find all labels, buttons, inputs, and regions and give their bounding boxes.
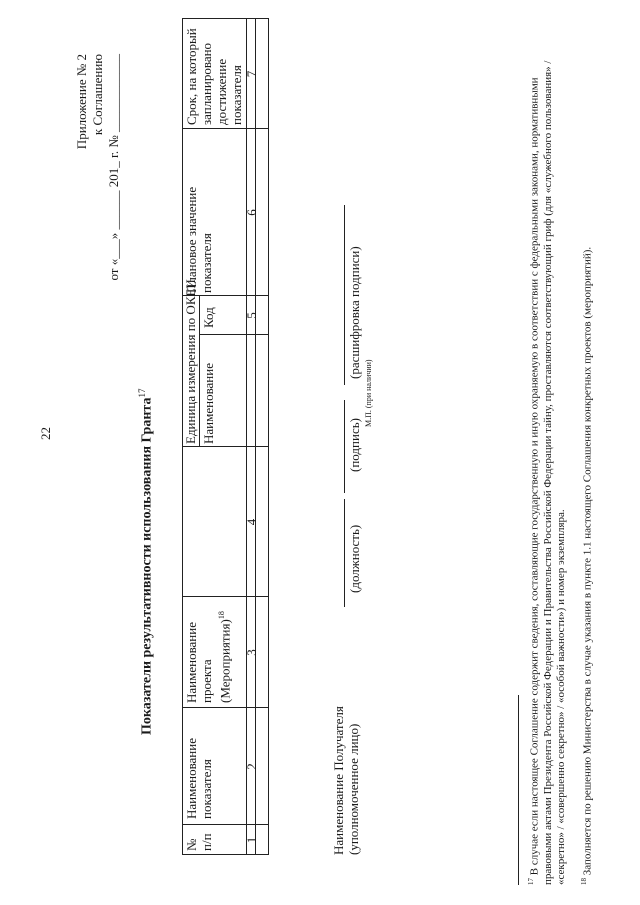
header-project	[184, 611, 232, 703]
footnote-separator	[518, 695, 519, 885]
header-deadline-l1: Срок, на который	[184, 28, 199, 125]
stamp-caption: М.П. (при наличии)	[364, 359, 373, 427]
decode-caption: (расшифровка подписи)	[347, 246, 362, 379]
footnote-17-text: В случае если настоящее Соглашение содержит сведения, составляющие государственную и иную охраняемую в соответствии с федеральными законами, нормативными правовыми актами Президента Российской Федерации и Правительства Российской Федерации тайну, проставляются соответствующий гриф (для «служебного пользования» / «секретно» / «совершенно секретно» / «особой важности») и номер экземпляра.	[528, 60, 567, 885]
header-deadline-l4: показателя	[229, 65, 244, 125]
header-okei-group: Единица измерения по ОКЕИ	[183, 279, 198, 444]
header-indicator-l2: показателя	[199, 759, 214, 819]
appendix-line-3: от «___» ______ 201_ г. № ____________	[106, 54, 121, 281]
col-number-5: 5	[244, 312, 259, 319]
footnote-18	[578, 25, 595, 885]
col-number-1: 1	[244, 836, 259, 844]
header-deadline-l3: достижение	[214, 58, 229, 125]
signature-caption: (подпись)	[347, 418, 362, 472]
header-plan-value-l1: Плановое значение	[184, 186, 199, 293]
recipient-label	[331, 706, 361, 855]
appendix-header	[74, 54, 122, 281]
header-project-note: 18	[217, 611, 226, 620]
title-footnote-mark: 17	[137, 388, 147, 398]
decode-line	[344, 205, 345, 385]
signature-line	[344, 400, 345, 493]
table-border-bottom	[268, 18, 269, 855]
col-number-3: 3	[244, 649, 259, 656]
header-number: № п/п	[184, 833, 214, 851]
recipient-label-l1: Наименование Получателя	[331, 706, 346, 855]
indicators-table	[182, 18, 268, 855]
page-title	[137, 389, 156, 735]
header-indicator	[184, 738, 214, 819]
footnote-17	[525, 25, 568, 885]
header-unit-name: Наименование	[201, 363, 216, 444]
footnote-17-mark: 17	[527, 878, 535, 885]
recipient-label-l2: (уполномоченное лицо)	[346, 723, 361, 855]
position-line	[344, 499, 345, 607]
col-number-6: 6	[244, 209, 259, 216]
header-deadline	[184, 28, 244, 125]
header-project-l3: (Мероприятия)	[217, 619, 233, 703]
page-number: 22	[38, 427, 53, 440]
header-plan-value-l2: показателя	[199, 233, 214, 293]
footnote-18-text: Заполняется по решению Министерства в случае указания в пункте 1.1 настоящего Соглашения конкретных проектов (мероприятий).	[581, 246, 594, 876]
header-project-l2: проекта	[199, 659, 214, 703]
appendix-line-2: к Соглашению	[90, 54, 105, 136]
appendix-line-1: Приложение № 2	[74, 54, 89, 150]
header-plan-value	[184, 187, 214, 293]
okei-divider	[199, 296, 200, 447]
title-text: Показатели результативности использования Гранта	[139, 397, 155, 735]
header-project-l1: Наименование	[184, 622, 199, 703]
col-number-4: 4	[244, 518, 259, 526]
header-indicator-l1: Наименование	[184, 738, 199, 819]
header-unit-code: Код	[201, 307, 216, 328]
footnote-18-mark: 18	[580, 878, 588, 885]
col-number-2: 2	[244, 763, 259, 770]
position-caption: (должность)	[347, 524, 362, 593]
header-deadline-l2: запланировано	[199, 42, 214, 125]
col-number-7: 7	[244, 70, 259, 78]
